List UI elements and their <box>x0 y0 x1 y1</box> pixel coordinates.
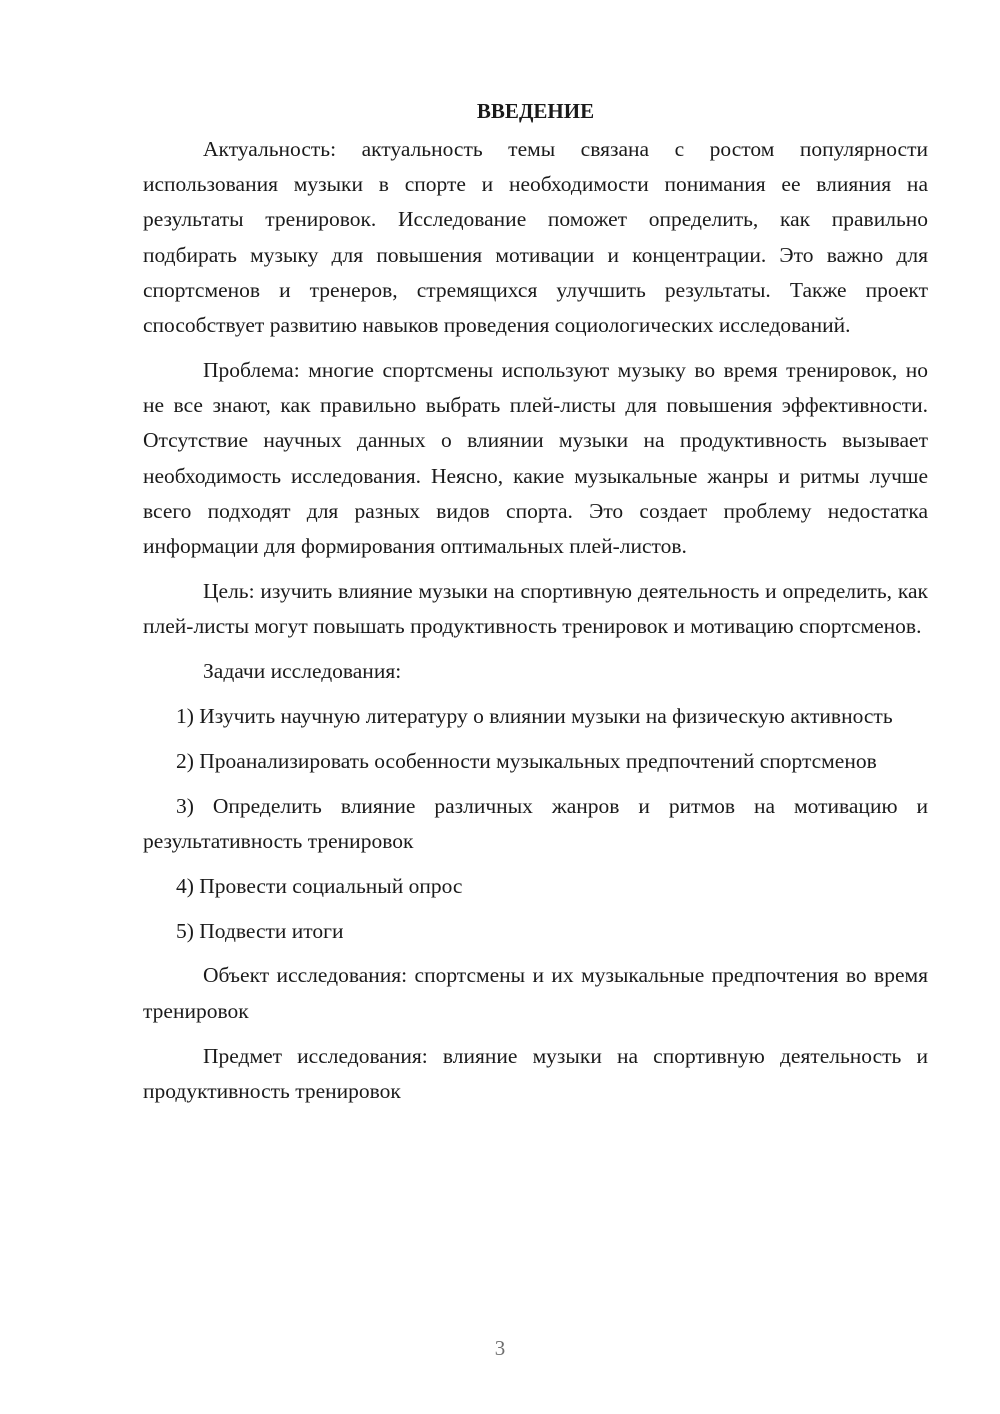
paragraph-goal: Цель: изучить влияние музыки на спортивную деятельность и определить, как плей-листы могут повышать продуктивность тренировок и мотивацию спортсменов. <box>143 578 928 639</box>
paragraph-object: Объект исследования: спортсмены и их музыкальные предпочтения во время тренировок <box>143 963 928 1023</box>
paragraph-relevance: Актуальность: актуальность темы связана с ростом популярности использования музыки в спорте и необходимости понимания ее влияния на результаты тренировок. Исследование поможет определить, как правильно подбирать музыку для повышения мотивации и концентрации. Это важно для спортсменов и тренеров, стремящихся улучшить результаты. Также проект способствует развитию навыков проведения социологических исследований. <box>143 137 928 338</box>
paragraph-subject: Предмет исследования: влияние музыки на спортивную деятельность и продуктивность тренировок <box>143 1043 928 1103</box>
task-item-5: 5) Подвести итоги <box>176 918 344 943</box>
tasks-heading: Задачи исследования: <box>203 658 402 683</box>
document-title: ВВЕДЕНИЕ <box>476 99 595 123</box>
task-item-1: 1) Изучить научную литературу о влиянии музыки на физическую активность <box>176 703 893 728</box>
page-number: 3 <box>494 1336 506 1360</box>
task-item-2: 2) Проанализировать особенности музыкальных предпочтений спортсменов <box>176 748 877 773</box>
paragraph-problem: Проблема: многие спортсмены используют музыку во время тренировок, но не все знают, как правильно выбрать плей-листы для повышения эффективности. Отсутствие научных данных о влиянии музыки на продуктивность вызывает необходимость исследования. Неясно, какие музыкальные жанры и ритмы лучше всего подходят для разных видов спорта. Это создает проблему недостатка информации для формирования оптимальных плей-листов. <box>143 357 928 558</box>
task-item-3: 3) Определить влияние различных жанров и ритмов на мотивацию и результативность тренировок <box>143 793 928 853</box>
document-page <box>143 96 928 1109</box>
task-item-4: 4) Провести социальный опрос <box>176 873 463 898</box>
